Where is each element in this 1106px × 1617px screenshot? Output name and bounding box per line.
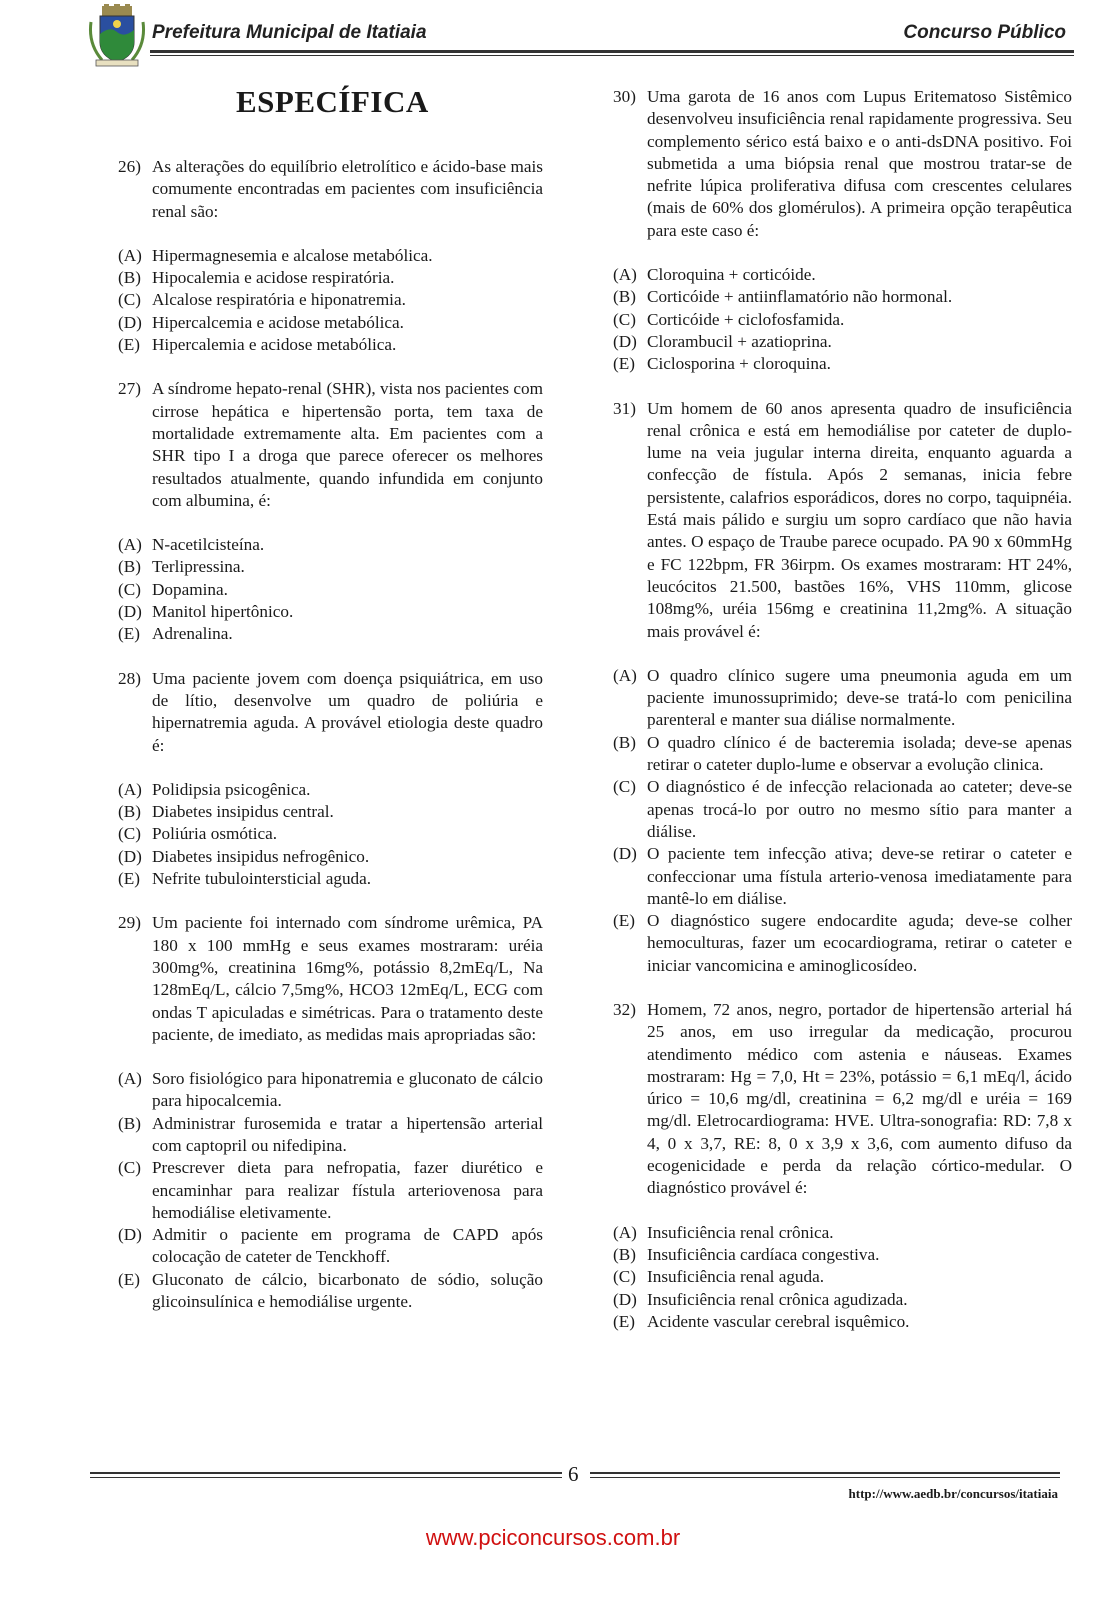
option-text: Prescrever dieta para nefropatia, fazer diurético e encaminhar para realizar fístula arteriovenosa para hemodiálise eletivamente. bbox=[152, 1158, 543, 1222]
question-stem: Uma garota de 16 anos com Lupus Eritematoso Sistêmico desenvolveu insuficiência renal rapidamente progressiva. Seu complemento sérico está baixo e o anti-dsDNA positivo. Foi submetida a uma biópsia renal que mostrou tratar-se de nefrite lúpica proliferativa difusa com crescentes celulares (mais de 60% dos glomérulos). A primeira opção terapêutica para este caso é: bbox=[647, 87, 1072, 240]
option-text: Polidipsia psicogênica. bbox=[152, 779, 311, 799]
page-number: 6 bbox=[568, 1462, 579, 1486]
options-list bbox=[613, 264, 1072, 375]
option-letter: (D) bbox=[613, 331, 637, 351]
question-stem: Um homem de 60 anos apresenta quadro de insuficiência renal crônica e está em hemodiálise por cateter de duplo-lume na veia jugular interna direita, enquanto aguarda a confecção de fístula. Após 2 semanas, inicia febre persistente, calafrios esporádicos, dores no corpo, taquipnéia. Está mais pálido e surgiu um sopro cardíaco que não havia antes. O espaço de Traube parece ocupado. PA 90 x 60mmHg e FC 122bpm, FR 36irpm. Os exames mostraram: HT 24%, leucócitos 21.500, bastões 16%, VHS 110mm, glicose 108mg%, uréia 156mg e creatinina 11,2mg%. A situação mais provável é: bbox=[647, 398, 1072, 641]
option-letter: (E) bbox=[118, 335, 140, 355]
option-letter: (D) bbox=[118, 312, 142, 332]
option-letter: (E) bbox=[118, 869, 140, 889]
option-text: Clorambucil + azatioprina. bbox=[647, 331, 832, 351]
option-e bbox=[118, 334, 543, 356]
option-letter: (E) bbox=[613, 354, 635, 374]
option-e bbox=[613, 910, 1072, 977]
option-letter: (C) bbox=[118, 824, 141, 844]
option-text: Hipermagnesemia e alcalose metabólica. bbox=[152, 245, 433, 265]
option-text: Terlipressina. bbox=[152, 557, 245, 577]
header-exam-type: Concurso Público bbox=[903, 22, 1066, 43]
option-c bbox=[118, 579, 543, 601]
option-text: Cloroquina + corticóide. bbox=[647, 265, 816, 285]
option-text: Ciclosporina + cloroquina. bbox=[647, 354, 831, 374]
option-text: Poliúria osmótica. bbox=[152, 824, 278, 844]
option-letter: (C) bbox=[118, 290, 141, 310]
question-number: 31) bbox=[613, 398, 636, 418]
option-text: Corticóide + ciclofosfamida. bbox=[647, 309, 845, 329]
question-stem: Uma paciente jovem com doença psiquiátrica, em uso de lítio, desenvolve um quadro de poliúria e hipernatremia aguda. A provável etiologia deste quadro é: bbox=[152, 668, 543, 755]
option-letter: (E) bbox=[118, 1269, 140, 1289]
option-text: Dopamina. bbox=[152, 579, 228, 599]
option-a bbox=[118, 534, 543, 556]
option-b bbox=[118, 267, 543, 289]
option-letter: (B) bbox=[118, 268, 141, 288]
option-text: Insuficiência renal crônica agudizada. bbox=[647, 1289, 908, 1309]
question-stem: Homem, 72 anos, negro, portador de hipertensão arterial há 25 anos, em uso irregular da medicação, procurou atendimento médico com astenia e náuseas. Exames mostraram: Hg = 7,0, Ht = 23%, potássio = 6,1 mEq/l, ácido úrico = 10,6 mg/dl, creatinina = 6,2 mg/dl e uréia = 169 mg/dl. Eletrocardiograma: HVE. Ultra-sonografia: RD: 7,8 x 4, 0 x 3,7, RE: 8, 0 x 3,9 x 3,6, com aumento difuso da ecogenicidade e perda da relação córtico-medular. O diagnóstico provável é: bbox=[647, 999, 1072, 1198]
option-letter: (B) bbox=[613, 732, 636, 752]
option-letter: (D) bbox=[118, 846, 142, 866]
option-letter: (A) bbox=[118, 245, 142, 265]
question-number: 26) bbox=[118, 157, 141, 176]
option-letter: (D) bbox=[118, 602, 142, 622]
option-text: Diabetes insipidus nefrogênico. bbox=[152, 846, 370, 866]
option-e bbox=[118, 623, 543, 645]
option-d bbox=[118, 601, 543, 623]
option-e bbox=[613, 353, 1072, 375]
option-c bbox=[613, 1266, 1072, 1288]
option-a bbox=[118, 245, 543, 267]
option-letter: (C) bbox=[613, 1267, 636, 1287]
option-e bbox=[613, 1311, 1072, 1333]
option-b bbox=[118, 556, 543, 578]
option-letter: (D) bbox=[613, 1289, 637, 1309]
question-number: 29) bbox=[118, 913, 141, 933]
option-letter: (E) bbox=[118, 624, 140, 644]
option-text: Gluconato de cálcio, bicarbonato de sódio, solução glicoinsulínica e hemodiálise urgente. bbox=[152, 1269, 543, 1312]
option-letter: (C) bbox=[613, 777, 636, 797]
option-a bbox=[613, 665, 1072, 732]
option-text: Alcalose respiratória e hiponatremia. bbox=[152, 290, 406, 310]
footer-rule-right bbox=[590, 1472, 1060, 1474]
options-list bbox=[118, 534, 543, 645]
option-letter: (B) bbox=[118, 1113, 141, 1133]
options-list bbox=[118, 245, 543, 356]
option-b bbox=[613, 1244, 1072, 1266]
options-list bbox=[613, 1222, 1072, 1333]
footer-url-link[interactable]: http://www.aedb.br/concursos/itatiaia bbox=[848, 1486, 1058, 1501]
option-text: O quadro clínico é de bacteremia isolada; deve-se apenas retirar o cateter duplo-lume e observar a evolução clinica. bbox=[647, 732, 1072, 775]
option-b bbox=[613, 286, 1072, 308]
option-b bbox=[613, 732, 1072, 777]
option-c bbox=[118, 1157, 543, 1224]
option-text: O paciente tem infecção ativa; deve-se retirar o cateter e confeccionar uma fístula arterio-venosa imediatamente para mantê-lo em diálise. bbox=[647, 844, 1072, 908]
option-letter: (A) bbox=[613, 1222, 637, 1242]
option-c bbox=[613, 309, 1072, 331]
question-32 bbox=[613, 999, 1072, 1333]
option-letter: (E) bbox=[613, 911, 635, 931]
option-text: Admitir o paciente em programa de CAPD após colocação de cateter de Tenckhoff. bbox=[152, 1225, 543, 1267]
option-letter: (B) bbox=[118, 557, 141, 577]
question-stem: As alterações do equilíbrio eletrolítico e ácido-base mais comumente encontradas em pacientes com insuficiência renal são: bbox=[152, 157, 543, 221]
option-d bbox=[613, 843, 1072, 910]
option-a bbox=[118, 1068, 543, 1113]
option-text: Adrenalina. bbox=[152, 624, 233, 644]
option-letter: (B) bbox=[118, 802, 141, 822]
option-a bbox=[118, 779, 543, 801]
option-letter: (C) bbox=[613, 309, 636, 329]
option-letter: (D) bbox=[118, 1225, 142, 1245]
footer-rule-left bbox=[90, 1472, 562, 1474]
option-text: Diabetes insipidus central. bbox=[152, 802, 334, 822]
option-letter: (A) bbox=[118, 779, 142, 799]
option-letter: (C) bbox=[118, 1158, 141, 1178]
option-c bbox=[118, 289, 543, 311]
option-text: O quadro clínico sugere uma pneumonia aguda em um paciente imunossuprimido; deve-se tratá-lo com penicilina parenteral e manter sua diálise normalmente. bbox=[647, 665, 1072, 730]
page-header bbox=[88, 4, 1074, 60]
question-28 bbox=[118, 668, 543, 891]
option-text: Administrar furosemida e tratar a hipertensão arterial com captopril ou nifedipina. bbox=[152, 1113, 543, 1155]
option-e bbox=[118, 1269, 543, 1314]
question-number: 30) bbox=[613, 87, 636, 106]
option-text: Insuficiência renal aguda. bbox=[647, 1267, 825, 1287]
footer-rule-right-thin bbox=[590, 1477, 1060, 1478]
option-text: Manitol hipertônico. bbox=[152, 602, 294, 622]
question-stem: Um paciente foi internado com síndrome urêmica, PA 180 x 100 mmHg e seus exames mostraram: uréia 300mg%, creatinina 16mg%, potássio 8,2mEq/L, Na 128mEq/L, cálcio 7,5mg%, HCO3 12mEq/L, ECG com ondas T apiculadas e simétricas. Para o tratamento deste paciente, de imediato, as medidas mais apropriadas são: bbox=[152, 913, 543, 1044]
option-b bbox=[118, 801, 543, 823]
option-d bbox=[613, 331, 1072, 353]
option-text: Nefrite tubulointersticial aguda. bbox=[152, 869, 372, 889]
option-e bbox=[118, 868, 543, 890]
question-29 bbox=[118, 912, 543, 1313]
question-26 bbox=[118, 156, 543, 356]
pciconcursos-link[interactable]: www.pciconcursos.com.br bbox=[425, 1525, 681, 1550]
option-letter: (B) bbox=[613, 287, 636, 307]
option-text: Acidente vascular cerebral isquêmico. bbox=[647, 1311, 910, 1331]
option-text: Corticóide + antiinflamatório não hormonal. bbox=[647, 287, 953, 307]
header-municipality: Prefeitura Municipal de Itatiaia bbox=[152, 22, 427, 43]
footer-rule-left-thin bbox=[90, 1477, 562, 1478]
option-text: O diagnóstico é de infecção relacionada ao cateter; deve-se apenas trocá-lo por outro no mesmo sítio para manter a diálise. bbox=[647, 777, 1072, 841]
option-text: Hipercalemia e acidose metabólica. bbox=[152, 335, 397, 355]
option-a bbox=[613, 1222, 1072, 1244]
header-rule bbox=[150, 50, 1074, 53]
option-text: N-acetilcisteína. bbox=[152, 535, 265, 555]
option-letter: (A) bbox=[118, 535, 142, 555]
question-stem: A síndrome hepato-renal (SHR), vista nos pacientes com cirrose hepática e hipertensão porta, tem taxa de mortalidade extremamente alta. Em pacientes com a SHR tipo I a droga que parece oferecer os melhores resultados atualmente, quando infundida em conjunto com albumina, é: bbox=[152, 379, 543, 510]
options-list bbox=[118, 779, 543, 890]
option-text: Hipocalemia e acidose respiratória. bbox=[152, 268, 395, 288]
question-31 bbox=[613, 398, 1072, 977]
option-a bbox=[613, 264, 1072, 286]
left-column bbox=[118, 156, 543, 1335]
municipal-seal-icon bbox=[88, 4, 146, 70]
option-d bbox=[613, 1289, 1072, 1311]
question-number: 27) bbox=[118, 379, 141, 399]
option-text: Insuficiência cardíaca congestiva. bbox=[647, 1244, 880, 1264]
option-c bbox=[613, 776, 1072, 843]
header-rule-thin bbox=[150, 55, 1074, 56]
option-d bbox=[118, 312, 543, 334]
question-30 bbox=[613, 86, 1072, 376]
question-27 bbox=[118, 378, 543, 645]
option-letter: (A) bbox=[613, 665, 637, 685]
option-text: O diagnóstico sugere endocardite aguda; deve-se colher hemoculturas, fazer um ecocardiograma, retirar o cateter e iniciar vancomicina e aminoglicosídeo. bbox=[647, 911, 1072, 975]
option-text: Hipercalcemia e acidose metabólica. bbox=[152, 312, 404, 332]
question-number: 28) bbox=[118, 668, 141, 688]
option-letter: (C) bbox=[118, 579, 141, 599]
option-d bbox=[118, 846, 543, 868]
options-list bbox=[613, 665, 1072, 977]
option-d bbox=[118, 1224, 543, 1269]
option-text: Soro fisiológico para hiponatremia e gluconato de cálcio para hipocalcemia. bbox=[152, 1069, 543, 1111]
right-column bbox=[613, 86, 1072, 1355]
option-letter: (A) bbox=[118, 1069, 142, 1089]
option-letter: (D) bbox=[613, 844, 637, 864]
section-title: ESPECÍFICA bbox=[236, 84, 429, 119]
option-letter: (E) bbox=[613, 1311, 635, 1331]
option-b bbox=[118, 1113, 543, 1158]
option-c bbox=[118, 823, 543, 845]
option-letter: (B) bbox=[613, 1244, 636, 1264]
question-number: 32) bbox=[613, 999, 636, 1019]
option-letter: (A) bbox=[613, 265, 637, 285]
option-text: Insuficiência renal crônica. bbox=[647, 1222, 834, 1242]
options-list bbox=[118, 1068, 543, 1313]
